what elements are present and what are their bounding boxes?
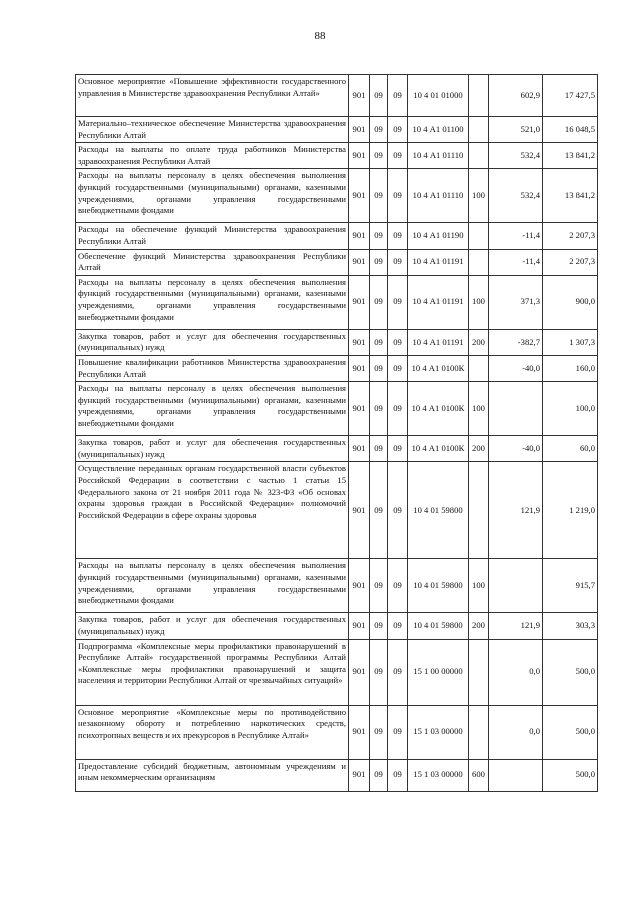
ved-code-cell: 901 (349, 329, 370, 355)
ved-code-cell: 901 (349, 559, 370, 613)
ved-code-cell: 901 (349, 275, 370, 329)
ved-code-cell: 901 (349, 223, 370, 249)
row-name-cell: Расходы на выплаты персоналу в целях обеспечения выполнения функций государственными (муниципальными) органами, казенными учреждениями, органами управления государственными внебюджетными фондами (76, 559, 349, 613)
row-name-cell: Обеспечение функций Министерства здравоохранения Республики Алтай (76, 249, 349, 275)
row-name-cell: Закупка товаров, работ и услуг для обеспечения государственных (муниципальных) нужд (76, 613, 349, 639)
subsection-code-cell: 09 (388, 249, 408, 275)
table-row (76, 462, 598, 559)
amount-total-cell: 13 841,2 (543, 169, 598, 223)
row-name-cell: Основное мероприятие «Комплексные меры по противодействию незаконному обороту и потреблению наркотических средств, психотропных веществ и их прекурсоров в Республике Алтай» (76, 705, 349, 759)
target-article-cell: 10 4 А1 01100 (408, 117, 469, 143)
expense-type-cell: 200 (469, 329, 489, 355)
amount-change-cell: 0,0 (489, 705, 543, 759)
section-code-cell: 09 (370, 559, 388, 613)
ved-code-cell: 901 (349, 117, 370, 143)
row-name-cell: Материально–техническое обеспечение Министерства здравоохранения Республики Алтай (76, 117, 349, 143)
table-row (76, 705, 598, 759)
table-row (76, 759, 598, 791)
section-code-cell: 09 (370, 436, 388, 462)
subsection-code-cell: 09 (388, 75, 408, 117)
section-code-cell: 09 (370, 705, 388, 759)
expense-type-cell (469, 462, 489, 559)
amount-total-cell: 13 841,2 (543, 143, 598, 169)
amount-change-cell: 532,4 (489, 143, 543, 169)
ved-code-cell: 901 (349, 355, 370, 381)
amount-total-cell: 1 219,0 (543, 462, 598, 559)
ved-code-cell: 901 (349, 169, 370, 223)
section-code-cell: 09 (370, 143, 388, 169)
table-row (76, 559, 598, 613)
subsection-code-cell: 09 (388, 329, 408, 355)
amount-total-cell: 500,0 (543, 759, 598, 791)
amount-change-cell: -11,4 (489, 249, 543, 275)
amount-total-cell: 1 307,3 (543, 329, 598, 355)
expense-type-cell (469, 639, 489, 705)
subsection-code-cell: 09 (388, 143, 408, 169)
budget-table (75, 74, 598, 792)
subsection-code-cell: 09 (388, 705, 408, 759)
table-row (76, 275, 598, 329)
section-code-cell: 09 (370, 117, 388, 143)
row-name-cell: Подпрограмма «Комплексные меры профилактики правонарушений в Республике Алтай» государственной программы Республики Алтай «Комплексные меры профилактики правонарушений и защита населения и территории Республики Алтай от чрезвычайных ситуаций» (76, 639, 349, 705)
amount-total-cell: 915,7 (543, 559, 598, 613)
subsection-code-cell: 09 (388, 382, 408, 436)
amount-total-cell: 303,3 (543, 613, 598, 639)
target-article-cell: 10 4 А1 01190 (408, 223, 469, 249)
subsection-code-cell: 09 (388, 117, 408, 143)
amount-total-cell: 500,0 (543, 705, 598, 759)
amount-total-cell: 2 207,3 (543, 249, 598, 275)
section-code-cell: 09 (370, 275, 388, 329)
expense-type-cell (469, 249, 489, 275)
expense-type-cell (469, 75, 489, 117)
amount-change-cell: -40,0 (489, 436, 543, 462)
expense-type-cell: 100 (469, 382, 489, 436)
amount-total-cell: 16 048,5 (543, 117, 598, 143)
subsection-code-cell: 09 (388, 639, 408, 705)
amount-total-cell: 60,0 (543, 436, 598, 462)
ved-code-cell: 901 (349, 613, 370, 639)
subsection-code-cell: 09 (388, 462, 408, 559)
section-code-cell: 09 (370, 169, 388, 223)
section-code-cell: 09 (370, 223, 388, 249)
subsection-code-cell: 09 (388, 559, 408, 613)
target-article-cell: 15 1 00 00000 (408, 639, 469, 705)
row-name-cell: Расходы на выплаты персоналу в целях обеспечения выполнения функций государственными (муниципальными) органами, казенными учреждениями, органами управления государственными внебюджетными фондами (76, 169, 349, 223)
table-row (76, 223, 598, 249)
expense-type-cell: 200 (469, 613, 489, 639)
table-row (76, 117, 598, 143)
row-name-cell: Закупка товаров, работ и услуг для обеспечения государственных (муниципальных) нужд (76, 329, 349, 355)
amount-total-cell: 2 207,3 (543, 223, 598, 249)
row-name-cell: Расходы на обеспечение функций Министерства здравоохранения Республики Алтай (76, 223, 349, 249)
expense-type-cell: 100 (469, 559, 489, 613)
amount-change-cell (489, 382, 543, 436)
subsection-code-cell: 09 (388, 613, 408, 639)
subsection-code-cell: 09 (388, 436, 408, 462)
ved-code-cell: 901 (349, 462, 370, 559)
target-article-cell: 10 4 А1 0100К (408, 382, 469, 436)
amount-total-cell: 160,0 (543, 355, 598, 381)
row-name-cell: Расходы на выплаты персоналу в целях обеспечения выполнения функций государственными (муниципальными) органами, казенными учреждениями, органами управления государственными внебюджетными фондами (76, 275, 349, 329)
amount-change-cell: 532,4 (489, 169, 543, 223)
table-row (76, 639, 598, 705)
expense-type-cell: 100 (469, 275, 489, 329)
amount-change-cell: 121,9 (489, 613, 543, 639)
target-article-cell: 10 4 А1 01110 (408, 143, 469, 169)
section-code-cell: 09 (370, 249, 388, 275)
expense-type-cell: 200 (469, 436, 489, 462)
row-name-cell: Расходы на выплаты персоналу в целях обеспечения выполнения функций государственными (муниципальными) органами, казенными учреждениями, органами управления государственными внебюджетными фондами (76, 382, 349, 436)
expense-type-cell: 600 (469, 759, 489, 791)
table-row (76, 329, 598, 355)
target-article-cell: 10 4 01 59800 (408, 559, 469, 613)
amount-total-cell: 900,0 (543, 275, 598, 329)
row-name-cell: Осуществление переданных органам государственной власти субъектов Российской Федерации в соответствии с частью 1 статьи 15 Федерального закона от 21 ноября 2011 года № 323-ФЗ «Об основах охраны здоровья граждан в Российской Федерации» полномочий Российской Федерации в сфере охраны здоровья (76, 462, 349, 559)
target-article-cell: 10 4 А1 01191 (408, 329, 469, 355)
target-article-cell: 10 4 01 59800 (408, 613, 469, 639)
subsection-code-cell: 09 (388, 275, 408, 329)
expense-type-cell (469, 117, 489, 143)
section-code-cell: 09 (370, 75, 388, 117)
table-row (76, 249, 598, 275)
amount-change-cell: -40,0 (489, 355, 543, 381)
expense-type-cell: 100 (469, 169, 489, 223)
subsection-code-cell: 09 (388, 355, 408, 381)
section-code-cell: 09 (370, 382, 388, 436)
expense-type-cell (469, 705, 489, 759)
row-name-cell: Предоставление субсидий бюджетным, автономным учреждениям и иным некоммерческим организациям (76, 759, 349, 791)
amount-total-cell: 100,0 (543, 382, 598, 436)
target-article-cell: 10 4 А1 0100К (408, 436, 469, 462)
ved-code-cell: 901 (349, 705, 370, 759)
section-code-cell: 09 (370, 355, 388, 381)
amount-change-cell: -382,7 (489, 329, 543, 355)
target-article-cell: 10 4 А1 01191 (408, 275, 469, 329)
row-name-cell: Закупка товаров, работ и услуг для обеспечения государственных (муниципальных) нужд (76, 436, 349, 462)
target-article-cell: 10 4 А1 01110 (408, 169, 469, 223)
ved-code-cell: 901 (349, 382, 370, 436)
target-article-cell: 10 4 01 59800 (408, 462, 469, 559)
amount-change-cell: 121,9 (489, 462, 543, 559)
ved-code-cell: 901 (349, 75, 370, 117)
table-row (76, 382, 598, 436)
expense-type-cell (469, 355, 489, 381)
ved-code-cell: 901 (349, 249, 370, 275)
table-row (76, 169, 598, 223)
amount-change-cell: -11,4 (489, 223, 543, 249)
section-code-cell: 09 (370, 462, 388, 559)
target-article-cell: 15 1 03 00000 (408, 705, 469, 759)
section-code-cell: 09 (370, 759, 388, 791)
amount-change-cell: 0,0 (489, 639, 543, 705)
expense-type-cell (469, 223, 489, 249)
amount-total-cell: 500,0 (543, 639, 598, 705)
amount-change-cell (489, 759, 543, 791)
table-row (76, 355, 598, 381)
subsection-code-cell: 09 (388, 223, 408, 249)
ved-code-cell: 901 (349, 639, 370, 705)
table-row (76, 143, 598, 169)
amount-change-cell: 602,9 (489, 75, 543, 117)
amount-total-cell: 17 427,5 (543, 75, 598, 117)
table-row (76, 75, 598, 117)
amount-change-cell (489, 559, 543, 613)
row-name-cell: Расходы на выплаты по оплате труда работников Министерства здравоохранения Республики Алтай (76, 143, 349, 169)
expense-type-cell (469, 143, 489, 169)
target-article-cell: 10 4 01 01000 (408, 75, 469, 117)
row-name-cell: Основное мероприятие «Повышение эффективности государственного управления в Министерстве здравоохранения Республики Алтай» (76, 75, 349, 117)
page-number: 88 (314, 30, 326, 42)
table-row (76, 436, 598, 462)
table-row (76, 613, 598, 639)
target-article-cell: 10 4 А1 01191 (408, 249, 469, 275)
subsection-code-cell: 09 (388, 169, 408, 223)
subsection-code-cell: 09 (388, 759, 408, 791)
section-code-cell: 09 (370, 329, 388, 355)
ved-code-cell: 901 (349, 436, 370, 462)
row-name-cell: Повышение квалификации работников Министерства здравоохранения Республики Алтай (76, 355, 349, 381)
target-article-cell: 15 1 03 00000 (408, 759, 469, 791)
ved-code-cell: 901 (349, 143, 370, 169)
section-code-cell: 09 (370, 639, 388, 705)
amount-change-cell: 371,3 (489, 275, 543, 329)
ved-code-cell: 901 (349, 759, 370, 791)
amount-change-cell: 521,0 (489, 117, 543, 143)
target-article-cell: 10 4 А1 0100К (408, 355, 469, 381)
section-code-cell: 09 (370, 613, 388, 639)
